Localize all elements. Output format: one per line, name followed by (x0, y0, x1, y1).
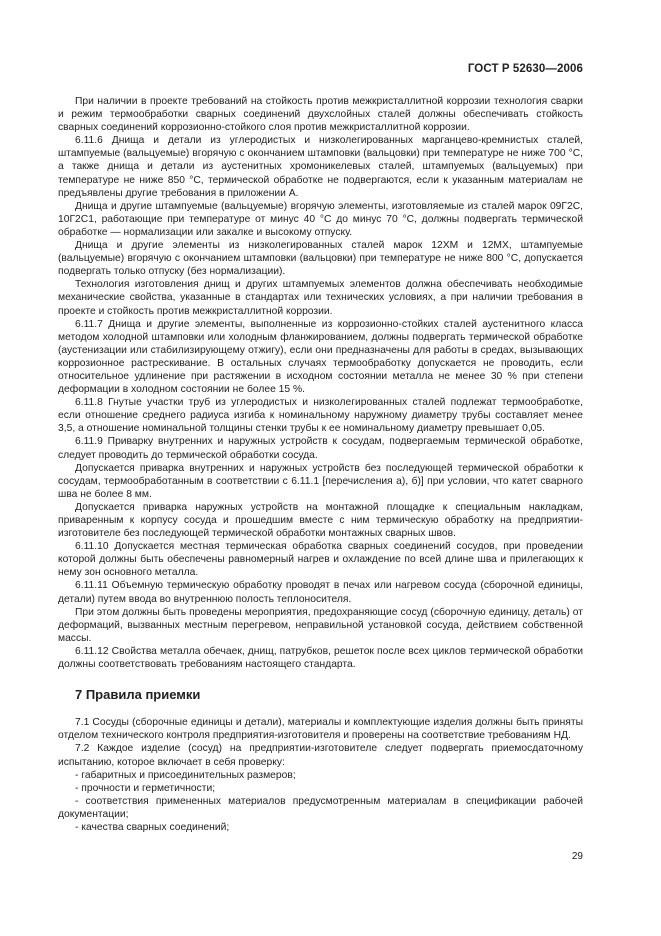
paragraph: 6.11.11 Объемную термическую обработку проводят в печах или нагревом сосуда (сборочной единицы, детали) путем ввода во внутреннюю полость теплоносителя. (58, 580, 583, 605)
paragraph: 6.11.9 Приварку внутренних и наружных устройств к сосудам, подвергаемым термической обработке, следует проводить до термической обработки сосуда. (58, 436, 583, 461)
document-body (58, 95, 583, 834)
list-item: - габаритных и присоединительных размеров; (75, 769, 296, 781)
paragraph: 6.11.8 Гнутые участки труб из углеродистых и низколегированных сталей подлежат термообработке, если отношение среднего радиуса изгиба к номинальному наружному диаметру трубы составляет менее 3,5, а отношение номинальной толщины стенки трубы к ее номинальному диаметру превышает 0,05. (58, 397, 583, 435)
paragraph: 6.11.6 Днища и детали из углеродистых и низколегированных марганцево-кремнистых сталей, штампуемые (вальцуемые) вгорячую с окончанием штамповки (вальцовки) при температуре не ниже 700 °С, а также днища и детали из аустенитных хромоникелевых сталей, штампуемых (вальцуемых) при температуре не ниже 850 °С, термической обработке не подвергаются, если к указанным материалам не предъявлены другие требования в приложении А. (58, 135, 583, 199)
paragraph: 7.1 Сосуды (сборочные единицы и детали), материалы и комплектующие изделия должны быть приняты отделом технического контроля предприятия-изготовителя и проверены на соответствие требованиям НД. (58, 717, 583, 742)
section-7-text (58, 716, 583, 834)
paragraph: Допускается приварка наружных устройств на монтажной площадке к специальным накладкам, приваренным к корпусу сосуда и прошедшим вместе с ним термическую обработку на предприятии-изготовителе без последующей термической обработки монтажных сварных швов. (58, 501, 583, 540)
page-number: 29 (571, 851, 583, 862)
paragraph: Допускается приварка внутренних и наружных устройств без последующей термической обработки к сосудам, термообработанным в соответствии с 6.11.1 [перечисления а), б)] при условии, что катет сварного шва не более 8 мм. (58, 462, 583, 500)
paragraph: 6.11.12 Свойства металла обечаек, днищ, патрубков, решеток после всех циклов термической обработки должны соответствовать требованиям настоящего стандарта. (58, 645, 583, 671)
section-heading: 7 Правила приемки (75, 687, 201, 703)
paragraph: При этом должны быть проведены мероприятия, предохраняющие сосуд (сборочную единицу, деталь) от деформаций, вызванных местным перегревом, неправильной установкой сосуда, действием собственной массы. (58, 606, 583, 644)
paragraph: Днища и другие штампуемые (вальцуемые) вгорячую элементы, изготовляемые из сталей марок 09Г2С, 10Г2С1, работающие при температуре от минус 40 °С до минус 70 °С, должны подвергать термической обработке — нормализации или закалке и высокому отпуску. (58, 200, 583, 238)
paragraph: Технология изготовления днищ и других штампуемых элементов должна обеспечивать необходимые механические свойства, указанные в стандартах или технических условиях, а при наличии требования в проекте и стойкость против межкристаллитной коррозии. (58, 279, 583, 317)
paragraph: 7.2 Каждое изделие (сосуд) на предприятии-изготовителе следует подвергать приемосдаточному испытанию, которое включает в себя проверку: (58, 743, 583, 768)
list-item: - прочности и герметичности; (75, 782, 216, 794)
section-6-11-text (58, 95, 583, 671)
list-item: - соответствия примененных материалов предусмотренным материалам в спецификации рабочей документации; (58, 795, 583, 820)
paragraph: При наличии в проекте требований на стойкость против межкристаллитной коррозии технология сварки и режим термообработки сварных соединений двухслойных сталей должны обеспечивать стойкость сварных соединений коррозионно-стойкого слоя против межкристаллитной коррозии. (58, 96, 583, 134)
document-code: ГОСТ Р 52630—2006 (467, 63, 583, 75)
paragraph: 6.11.7 Днища и другие элементы, выполненные из коррозионно-стойких сталей аустенитного класса методом холодной штамповки или холодным фланжированием, должны подвергать термической обработке (аустенизации или стабилизирующему отжигу), если они предназначены для работы в средах, вызывающих коррозионное растрескивание. В остальных случаях термообработку допускается не проводить, если относительное удлинение при растяжении в исходном состоянии металла не менее 30 % при степени деформации в холодном состоянии не более 15 %. (58, 318, 583, 396)
paragraph: Днища и другие элементы из низколегированных сталей марок 12ХМ и 12МХ, штампуемые (вальцуемые) вгорячую с окончанием штамповки (вальцовки) при температуре не ниже 800 °С, допускается подвергать только отпуску (без нормализации). (58, 240, 583, 278)
paragraph: 6.11.10 Допускается местная термическая обработка сварных соединений сосудов, при проведении которой должны быть обеспечены равномерный нагрев и охлаждение по всей длине шва и прилегающих к нему зон основного металла. (58, 541, 583, 579)
list-item: - качества сварных соединений; (75, 821, 230, 833)
